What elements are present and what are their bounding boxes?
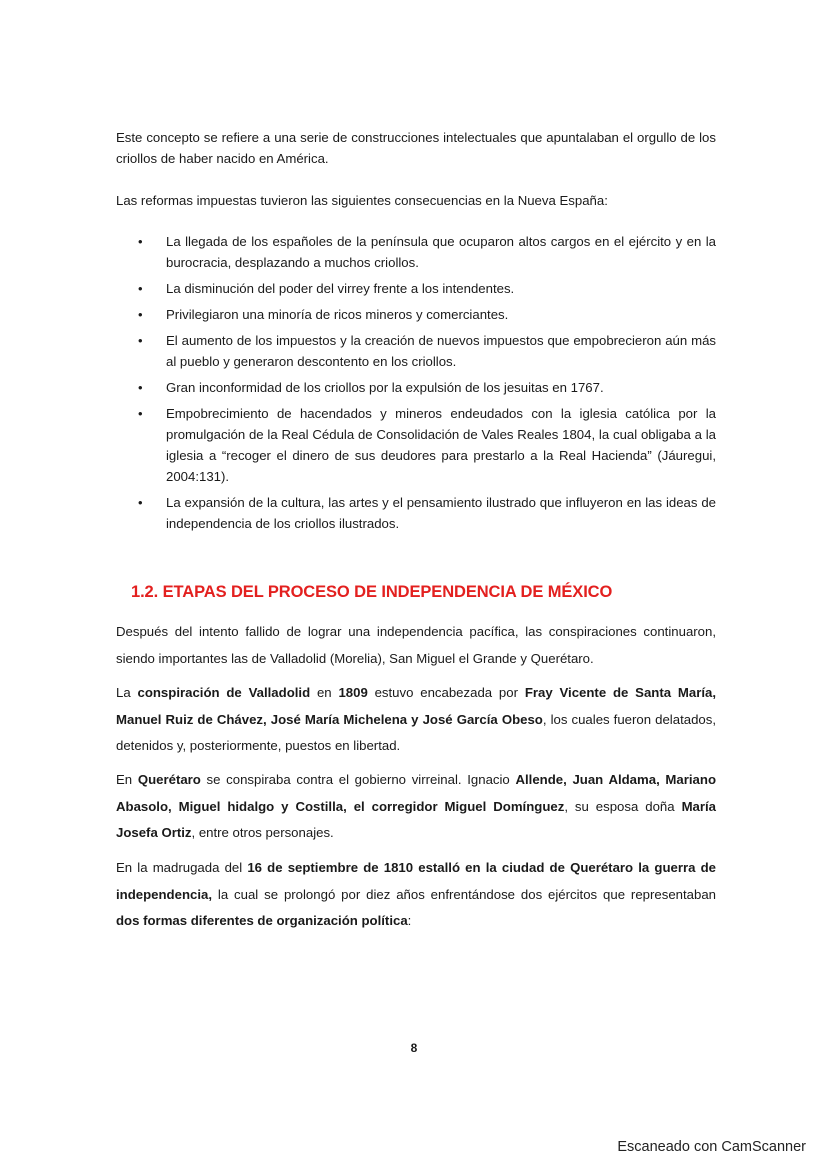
list-item: • La expansión de la cultura, las artes y el pensamiento ilustrado que influyeron en las ideas de independencia de los criollos ilustrados. xyxy=(116,492,716,534)
list-item: • La disminución del poder del virrey frente a los intendentes. xyxy=(116,278,716,299)
list-item: • El aumento de los impuestos y la creación de nuevos impuestos que empobrecieron aún más al pueblo y generaron descontento en los criollos. xyxy=(116,330,716,372)
page-number: 8 xyxy=(410,1041,418,1055)
scanner-watermark: Escaneado con CamScanner xyxy=(617,1139,806,1155)
bullet-icon: • xyxy=(138,234,143,249)
reforms-intro-paragraph: Las reformas impuestas tuvieron las siguientes consecuencias en la Nueva España: xyxy=(116,193,608,208)
bullet-icon: • xyxy=(138,333,143,348)
bullet-icon: • xyxy=(138,281,143,296)
consequences-list xyxy=(116,231,716,539)
bullet-icon: • xyxy=(138,380,143,395)
section-heading: 1.2. ETAPAS DEL PROCESO DE INDEPENDENCIA DE MÉXICO xyxy=(131,583,613,601)
section-paragraph-2: La conspiración de Valladolid en 1809 estuvo encabezada por Fray Vicente de Santa María, Manuel Ruiz de Chávez, José María Michelena y José García Obeso, los cuales fueron delatados, detenidos y, posteriormente, puestos en libertad. xyxy=(116,685,716,753)
list-item: • Empobrecimiento de hacendados y mineros endeudados con la iglesia católica por la promulgación de la Real Cédula de Consolidación de Vales Reales 1804, la cual obligaba a la iglesia a “recoger el dinero de sus deudores para prestarlo a la Real Hacienda” (Jáuregui, 2004:131). xyxy=(116,403,716,487)
list-item: • Privilegiaron una minoría de ricos mineros y comerciantes. xyxy=(116,304,716,325)
intro-paragraph: Este concepto se refiere a una serie de construcciones intelectuales que apuntalaban el orgullo de los criollos de haber nacido en América. xyxy=(116,130,716,166)
section-paragraph-3: En Querétaro se conspiraba contra el gobierno virreinal. Ignacio Allende, Juan Aldama, Mariano Abasolo, Miguel hidalgo y Costilla, el corregidor Miguel Domínguez, su esposa doña María Josefa Ortiz, entre otros personajes. xyxy=(116,772,717,840)
bullet-icon: • xyxy=(138,495,143,510)
bullet-icon: • xyxy=(138,307,143,322)
list-item: • Gran inconformidad de los criollos por la expulsión de los jesuitas en 1767. xyxy=(116,377,716,398)
section-paragraph-4: En la madrugada del 16 de septiembre de 1810 estalló en la ciudad de Querétaro la guerra de independencia, la cual se prolongó por diez años enfrentándose dos ejércitos que representaban dos formas diferentes de organización política: xyxy=(116,860,716,928)
bullet-icon: • xyxy=(138,406,143,421)
list-item: • La llegada de los españoles de la península que ocuparon altos cargos en el ejército y en la burocracia, desplazando a muchos criollos. xyxy=(116,231,716,273)
section-paragraph-1: Después del intento fallido de lograr una independencia pacífica, las conspiraciones continuaron, siendo importantes las de Valladolid (Morelia), San Miguel el Grande y Querétaro. xyxy=(116,624,716,666)
